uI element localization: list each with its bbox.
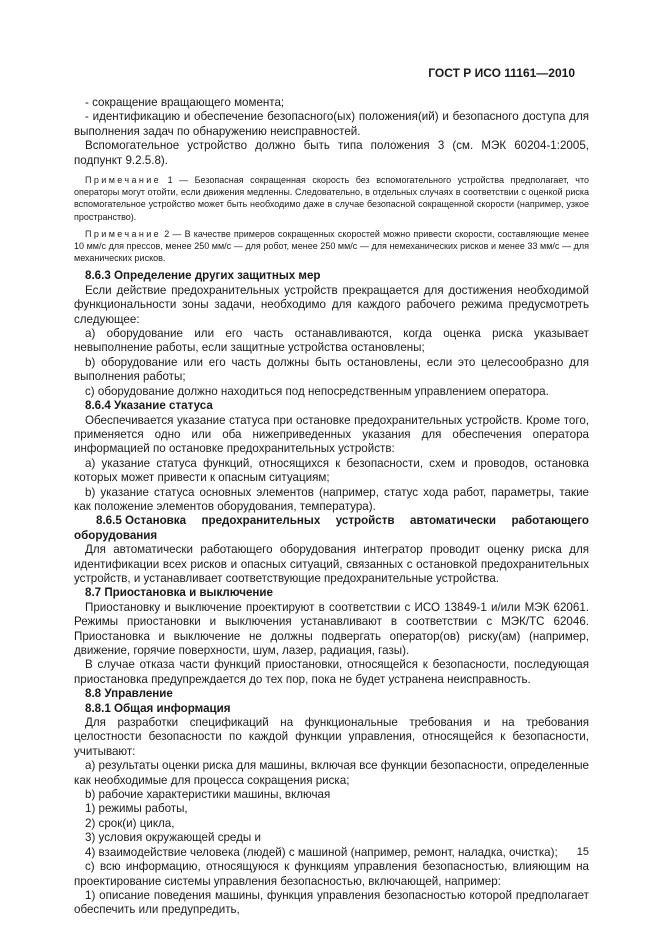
note-text: 1 — Безопасная сокращенная скорость без вспомогательного устройства предполагает, что операторы могут отойти, если движения медленны. Следовательно, в отдельных случаях в соответствии с оценкой риска вспомогательное устройство может быть необходимо даже в случае безопасной сокращенной скорости (например, узкое пространство). <box>74 175 589 222</box>
paragraph: Если действие предохранительных устройств прекращается для достижения необходимой функциональности зоны задачи, необходимо для каждого рабочего режима предусмотреть следующее: <box>74 283 589 326</box>
list-item: 4) взаимодействие человека (людей) с машиной (например, ремонт, наладка, очистка); <box>85 845 558 859</box>
note-1 <box>74 174 589 223</box>
paragraph: Для автоматически работающего оборудования интегратор проводит оценку риска для идентификации всех рисков и опасных ситуаций, связанных с остановкой предохранительных устройств, и устанавливает соответствующие предохранительные устройства. <box>74 543 589 585</box>
list-item: 3) условия окружающей среды и <box>85 831 261 845</box>
section-heading-8-6-4: 8.6.4 Указание статуса <box>85 399 213 413</box>
note-label: Примечание <box>85 175 162 186</box>
page-number: 15 <box>576 846 589 858</box>
list-item: b) рабочие характеристики машины, включая <box>85 788 331 802</box>
section-heading-8-8-1: 8.8.1 Общая информация <box>85 701 231 715</box>
page-content <box>74 96 589 918</box>
list-item: 1) режимы работы, <box>85 802 188 816</box>
note-text: 2 — В качестве примеров сокращенных скоростей можно привести скорости, составляющие менее 10 мм/с для прессов, менее 250 мм/с — для робот, менее 250 мм/с — для немеханических рисков и менее 33 мм/с — для механических рисков. <box>74 228 589 264</box>
list-item: с) оборудование должно находиться под непосредственным управлением оператора. <box>85 384 549 398</box>
list-item: - идентификацию и обеспечение безопасного(ых) положения(ий) и безопасного доступа для выполнения задач по обнаружению неисправностей. <box>74 110 589 138</box>
paragraph: Для разработки спецификаций на функциональные требования и на требования целостности безопасности по каждой функции управления, относящейся к безопасности, учитывают: <box>74 716 589 758</box>
section-heading-8-6-5-cont: оборудования <box>74 528 158 542</box>
list-item: с) всю информацию, относящуюся к функциям управления безопасностью, влияющим на проектирование системы управления безопасностью, включающей, например: <box>74 860 589 888</box>
list-item: - сокращение вращающего момента; <box>85 96 285 109</box>
paragraph: Приостановку и выключение проектируют в соответствии с ИСО 13849-1 и/или МЭК 62061. Режимы приостановки и выключения устанавливают в соответствии с МЭК/ТС 62046. Приостановка и выключение не должны подвергать оператор(ов) риску(ам) (например, движение, горячие поверхности, шум, лазер, радиация, газы). <box>74 600 589 658</box>
section-heading-8-8: 8.8 Управление <box>85 687 173 701</box>
note-2 <box>74 228 589 265</box>
list-item: а) указание статуса функций, относящихся к безопасности, схем и проводов, остановка которых может привести к опасным ситуациям; <box>74 456 589 485</box>
list-item: а) оборудование или его часть останавливаются, когда оценка риска указывает невыполнение работы, если защитные устройства остановлены; <box>74 327 589 355</box>
list-item: b) оборудование или его часть должны быть остановлены, если это целесообразно для выполнения работы; <box>74 355 589 384</box>
paragraph: Обеспечивается указание статуса при остановке предохранительных устройств. Кроме того, применяется одно или оба нижеприведенных указания для обеспечения оператора информацией по остановке предохранительных устройств: <box>74 413 589 456</box>
list-item: 1) описание поведения машины, функция управления безопасностью которой предполагает обеспечить или предупредить, <box>74 888 589 917</box>
paragraph: Вспомогательное устройство должно быть типа положения 3 (см. МЭК 60204-1:2005, подпункт 9.2.5.8). <box>74 139 589 167</box>
list-item: b) указание статуса основных элементов (например, статус хода работ, параметры, такие как положение элементов оборудования, температура). <box>74 485 589 513</box>
list-item: 2) срок(и) цикла, <box>85 816 175 830</box>
section-heading-8-6-5: 8.6.5 Остановка предохранительных устройств автоматически работающего <box>96 514 589 528</box>
standard-header: ГОСТ Р ИСО 11161—2010 <box>428 66 575 80</box>
note-label: Примечание <box>85 228 162 239</box>
paragraph: В случае отказа части функций приостановки, относящейся к безопасности, последующая приостановка предупреждается до тех пор, пока не будет устранена неисправность. <box>74 658 589 686</box>
list-item: а) результаты оценки риска для машины, включая все функции безопасности, определенные как необходимые для процесса сокращения риска; <box>74 759 590 787</box>
section-heading-8-6-3: 8.6.3 Определение других защитных мер <box>85 269 321 283</box>
section-heading-8-7: 8.7 Приостановка и выключение <box>85 586 273 600</box>
